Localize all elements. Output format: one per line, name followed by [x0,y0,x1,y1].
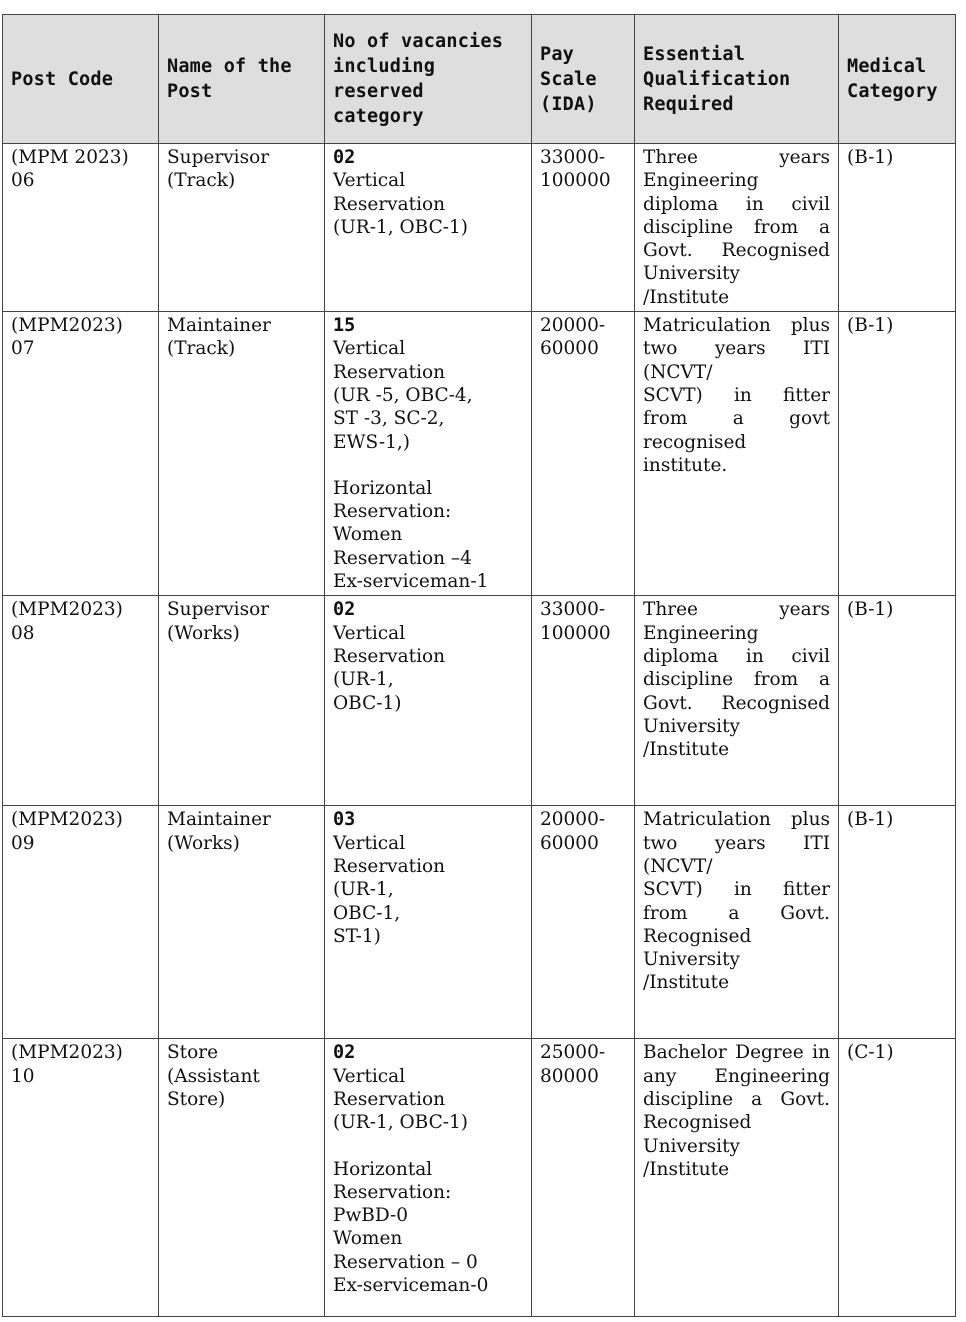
vertical-reservation-line: (UR-1, [333,879,394,901]
post-name-line: (Track) [167,338,236,360]
post-name-cell [159,312,325,596]
qualification-line: University [643,1135,740,1157]
qualification-line: Govt. Recognised [643,692,830,714]
vertical-reservation-line: OBC-1) [333,692,402,714]
medical-category-cell: (B-1) [839,312,956,596]
vertical-reservation-line: (UR-1, OBC-1) [333,216,469,238]
horizontal-reservation-line: Reservation: [333,1181,452,1203]
post-code-line: 06 [11,170,35,192]
post-name-cell [159,144,325,312]
post-name-line: Store [167,1042,219,1064]
qualification-cell [635,312,839,596]
vacancies-cell [325,312,532,596]
vertical-reservation-line: Vertical [333,832,406,854]
qualification-line: Bachelor Degree in [643,1042,830,1064]
post-code-cell [3,596,159,806]
horizontal-reservation-line: Ex-serviceman-1 [333,571,489,593]
qualification-line: (NCVT/ [643,855,713,877]
post-name-cell [159,596,325,806]
table-row [3,806,956,1039]
horizontal-reservation-line: Horizontal [333,477,433,499]
pay-scale-line: 33000- [540,599,606,621]
post-name-line: Maintainer [167,809,271,831]
pay-scale-line: 20000- [540,315,606,337]
pay-scale-line: 80000 [540,1065,599,1087]
header-vacancies: No of vacancies including reserved category [325,15,532,144]
qualification-line: /Institute [643,972,730,994]
pay-scale-line: 60000 [540,338,599,360]
vacancies-cell [325,144,532,312]
horizontal-reservation-line: Reservation: [333,501,452,523]
qualification-line: (NCVT/ [643,361,713,383]
qualification-line: Recognised [643,1112,752,1134]
qualification-line: discipline from a [643,669,830,691]
vertical-reservation-line: (UR-1, [333,669,394,691]
medical-category-cell: (B-1) [839,806,956,1039]
vertical-reservation-line: Vertical [333,1065,406,1087]
pay-scale-line: 20000- [540,809,606,831]
vertical-reservation-line: ST -3, SC-2, [333,408,445,430]
qualification-cell [635,1039,839,1317]
table-row [3,312,956,596]
qualification-line: /Institute [643,1158,730,1180]
vertical-reservation-line: OBC-1, [333,902,401,924]
post-code-cell [3,144,159,312]
qualification-line: two years ITI [643,338,830,360]
qualification-line: SCVT) in fitter [643,879,830,901]
pay-scale-line: 33000- [540,147,606,168]
qualification-line: Engineering [643,170,759,192]
horizontal-reservation-line: Women [333,1228,403,1250]
post-name-line: Maintainer [167,315,271,337]
vertical-reservation-line: (UR-1, OBC-1) [333,1112,469,1134]
post-name-line: Store) [167,1088,226,1110]
post-code-line: 08 [11,622,35,644]
vacancies-cell [325,806,532,1039]
vertical-reservation-line: Vertical Reservation [333,170,446,215]
vertical-reservation-line: ST-1) [333,925,381,947]
qualification-line: SCVT) in fitter [643,384,830,406]
post-name-line: Supervisor [167,599,270,621]
header-qualification: Essential Qualification Required [635,15,839,144]
post-code-line: (MPM2023) [11,1042,123,1064]
qualification-line: diploma in civil [643,645,830,667]
medical-category-cell: (B-1) [839,144,956,312]
medical-category-cell: (B-1) [839,596,956,806]
pay-scale-line: 100000 [540,170,611,192]
pay-scale-line: 25000- [540,1042,606,1064]
qualification-line: Matriculation plus [643,809,830,831]
table-row [3,596,956,806]
post-code-line: 07 [11,338,35,360]
pay-scale-cell [532,1039,635,1317]
medical-category-cell: (C-1) [839,1039,956,1317]
pay-scale-cell [532,312,635,596]
horizontal-reservation-line: Reservation – 0 [333,1251,478,1273]
vertical-reservation-line: Reservation [333,1088,446,1110]
vacancy-count: 15 [333,315,356,337]
vertical-reservation-line: (UR -5, OBC-4, [333,384,473,406]
table-row [3,144,956,312]
qualification-line: Recognised [643,925,752,947]
vacancy-table [2,14,956,1317]
qualification-line: diploma in civil [643,193,830,215]
post-name-line: (Track) [167,170,236,192]
qualification-line: Govt. Recognised [643,240,830,262]
vertical-reservation-line: EWS-1,) [333,431,410,453]
qualification-line: Engineering [643,622,759,644]
pay-scale-line: 100000 [540,622,611,644]
qualification-line: Three years [643,599,830,621]
horizontal-reservation-line: Horizontal [333,1158,433,1180]
header-post-code: Post Code [3,15,159,144]
post-code-line: 10 [11,1065,35,1087]
qualification-line: two years ITI [643,832,830,854]
post-code-line: (MPM2023) [11,809,123,831]
qualification-line: discipline from a [643,216,830,238]
post-name-line: (Works) [167,832,240,854]
post-name-cell [159,806,325,1039]
pay-scale-cell [532,806,635,1039]
post-name-cell [159,1039,325,1317]
qualification-line: recognised [643,431,747,453]
post-code-cell [3,312,159,596]
spacer [333,454,523,477]
qualification-line: Three years [643,147,830,168]
horizontal-reservation-line: Women [333,524,403,546]
qualification-line: University [643,263,740,285]
vacancies-cell [325,596,532,806]
post-code-line: 09 [11,832,35,854]
pay-scale-line: 60000 [540,832,599,854]
qualification-cell [635,144,839,312]
post-code-line: (MPM 2023) [11,147,129,168]
vertical-reservation-line: Reservation [333,361,446,383]
qualification-line: University [643,715,740,737]
vertical-reservation-line: Vertical [333,338,406,360]
vacancy-count: 02 [333,1042,356,1064]
vertical-reservation-line: Vertical [333,622,406,644]
vacancy-count: 03 [333,809,356,831]
vacancy-count: 02 [333,599,356,621]
horizontal-reservation-line: Reservation –4 [333,547,472,569]
post-name-line: (Works) [167,622,240,644]
vertical-reservation-line: Reservation [333,855,446,877]
pay-scale-cell [532,144,635,312]
vertical-reservation-line: Reservation [333,645,446,667]
post-code-line: (MPM2023) [11,315,123,337]
post-name-line: Supervisor [167,147,270,168]
post-code-cell [3,1039,159,1317]
header-pay-scale: Pay Scale (IDA) [532,15,635,144]
spacer [333,1135,523,1158]
header-name-of-post: Name of the Post [159,15,325,144]
post-name-line: (Assistant [167,1065,260,1087]
header-medical-category: Medical Category [839,15,956,144]
table-row [3,1039,956,1317]
header-row [3,15,956,144]
qualification-line: University [643,949,740,971]
vacancy-count: 02 [333,147,356,168]
qualification-cell [635,806,839,1039]
pay-scale-cell [532,596,635,806]
qualification-line: /Institute [643,286,730,308]
vacancies-cell [325,1039,532,1317]
horizontal-reservation-line: Ex-serviceman-0 [333,1275,489,1297]
post-code-cell [3,806,159,1039]
qualification-cell [635,596,839,806]
post-code-line: (MPM2023) [11,599,123,621]
qualification-line: institute. [643,454,728,476]
horizontal-reservation-line: PwBD-0 [333,1205,409,1227]
qualification-line: any Engineering [643,1065,830,1087]
qualification-line: Matriculation plus [643,315,830,337]
qualification-line: discipline a Govt. [643,1088,830,1110]
qualification-line: from a Govt. [643,902,830,924]
qualification-line: from a govt [643,408,830,430]
qualification-line: /Institute [643,739,730,761]
